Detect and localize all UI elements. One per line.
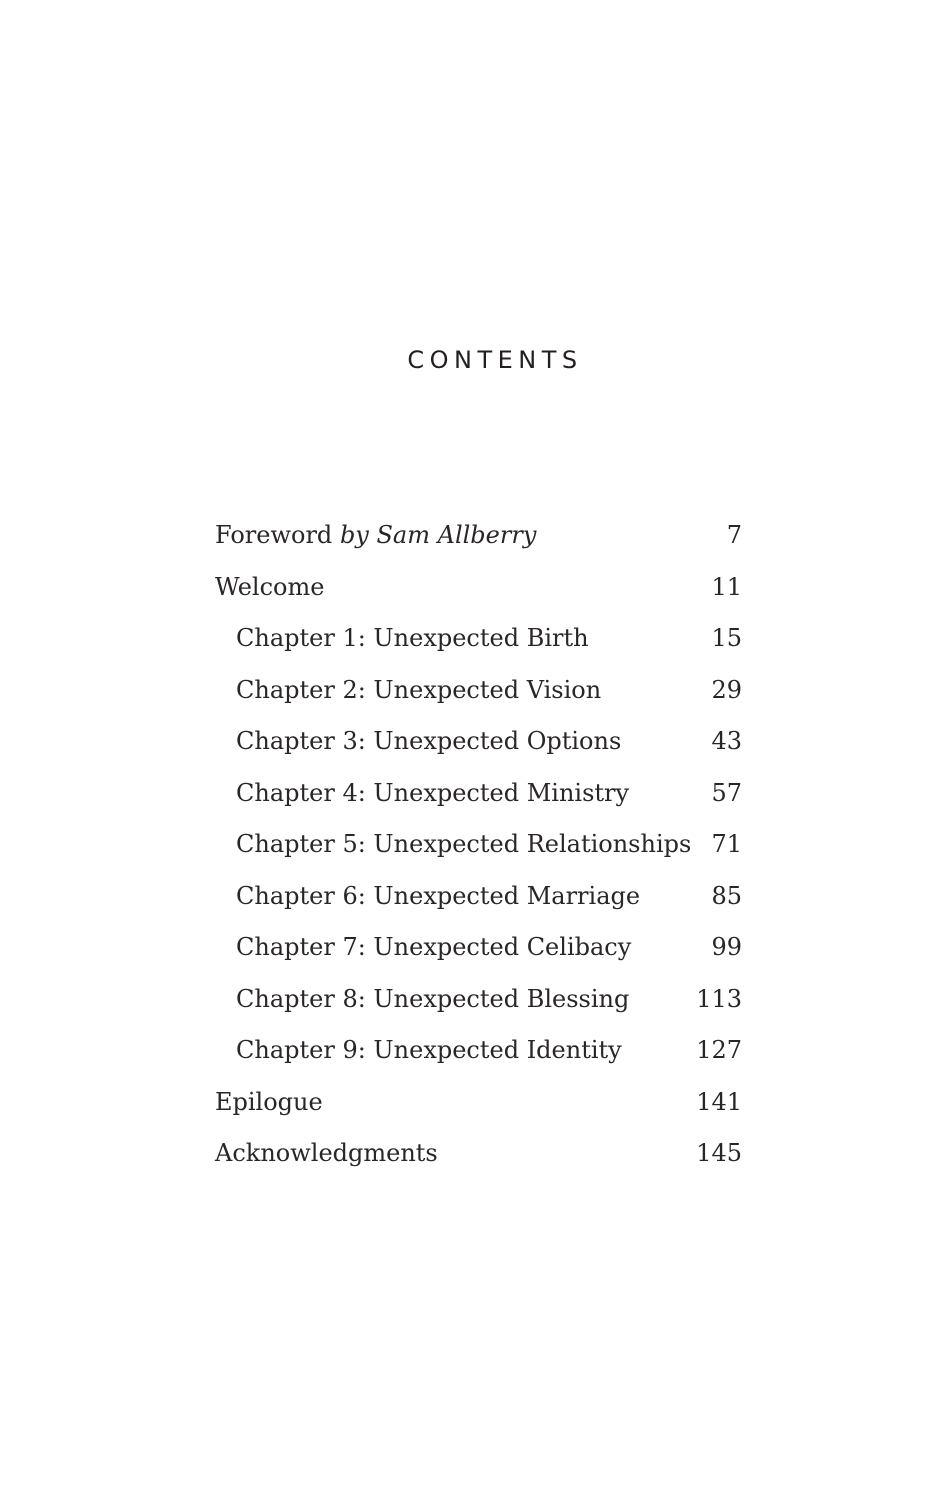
toc-entry-epilogue bbox=[215, 1080, 742, 1132]
toc-entry-chapter-5 bbox=[215, 822, 742, 874]
toc-entry-title: Chapter 8: Unexpected Blessing bbox=[236, 984, 630, 1013]
toc-page-number: 15 bbox=[711, 624, 742, 652]
toc-entry-acknowledgments bbox=[215, 1131, 742, 1183]
toc-entry-title: Chapter 5: Unexpected Relationships bbox=[236, 830, 692, 858]
toc-entry-text bbox=[215, 513, 536, 557]
toc-page-number: 11 bbox=[711, 572, 742, 601]
toc-entry-title: Acknowledgments bbox=[215, 1139, 438, 1167]
toc-entry-chapter-4 bbox=[215, 771, 742, 823]
toc-entry-title: Chapter 6: Unexpected Marriage bbox=[236, 881, 641, 910]
toc-page-number: 29 bbox=[711, 675, 742, 704]
toc-entry-title: Chapter 9: Unexpected Identity bbox=[236, 1036, 622, 1064]
toc-entry-chapter-8 bbox=[215, 977, 742, 1029]
toc-entry-foreword bbox=[215, 513, 742, 565]
toc-entry-credit: by Sam Allberry bbox=[339, 521, 537, 549]
toc-entry-welcome bbox=[215, 565, 742, 617]
toc-entry-chapter-6 bbox=[215, 874, 742, 926]
toc-entry-chapter-9 bbox=[215, 1028, 742, 1080]
toc-entry-chapter-3 bbox=[215, 719, 742, 771]
toc-page-number: 85 bbox=[711, 881, 742, 910]
toc-page-number: 43 bbox=[711, 727, 742, 755]
toc-entry-title: Welcome bbox=[215, 572, 325, 601]
toc-entry-title: Foreword bbox=[215, 521, 333, 549]
toc-entry-title: Chapter 2: Unexpected Vision bbox=[236, 675, 602, 704]
toc-page-number: 127 bbox=[696, 1036, 742, 1064]
toc-page-number: 99 bbox=[711, 933, 742, 961]
toc-entry-title: Chapter 1: Unexpected Birth bbox=[236, 624, 589, 652]
toc-page-number: 7 bbox=[726, 521, 742, 549]
toc-entry-chapter-7 bbox=[215, 925, 742, 977]
toc-entry-title: Chapter 7: Unexpected Celibacy bbox=[236, 933, 632, 961]
toc-page-number: 145 bbox=[696, 1139, 742, 1167]
toc-page-number: 57 bbox=[711, 778, 742, 807]
contents-heading: CONTENTS bbox=[407, 346, 583, 374]
toc-page-number: 71 bbox=[711, 830, 742, 858]
toc-entry-title: Epilogue bbox=[215, 1087, 323, 1116]
toc-entry-chapter-2 bbox=[215, 668, 742, 720]
toc-page-number: 141 bbox=[696, 1087, 742, 1116]
toc-entry-title: Chapter 4: Unexpected Ministry bbox=[236, 778, 630, 807]
toc-page-number: 113 bbox=[696, 984, 742, 1013]
toc-entry-title: Chapter 3: Unexpected Options bbox=[236, 727, 622, 755]
toc-entry-chapter-1 bbox=[215, 616, 742, 668]
table-of-contents bbox=[215, 513, 742, 1183]
